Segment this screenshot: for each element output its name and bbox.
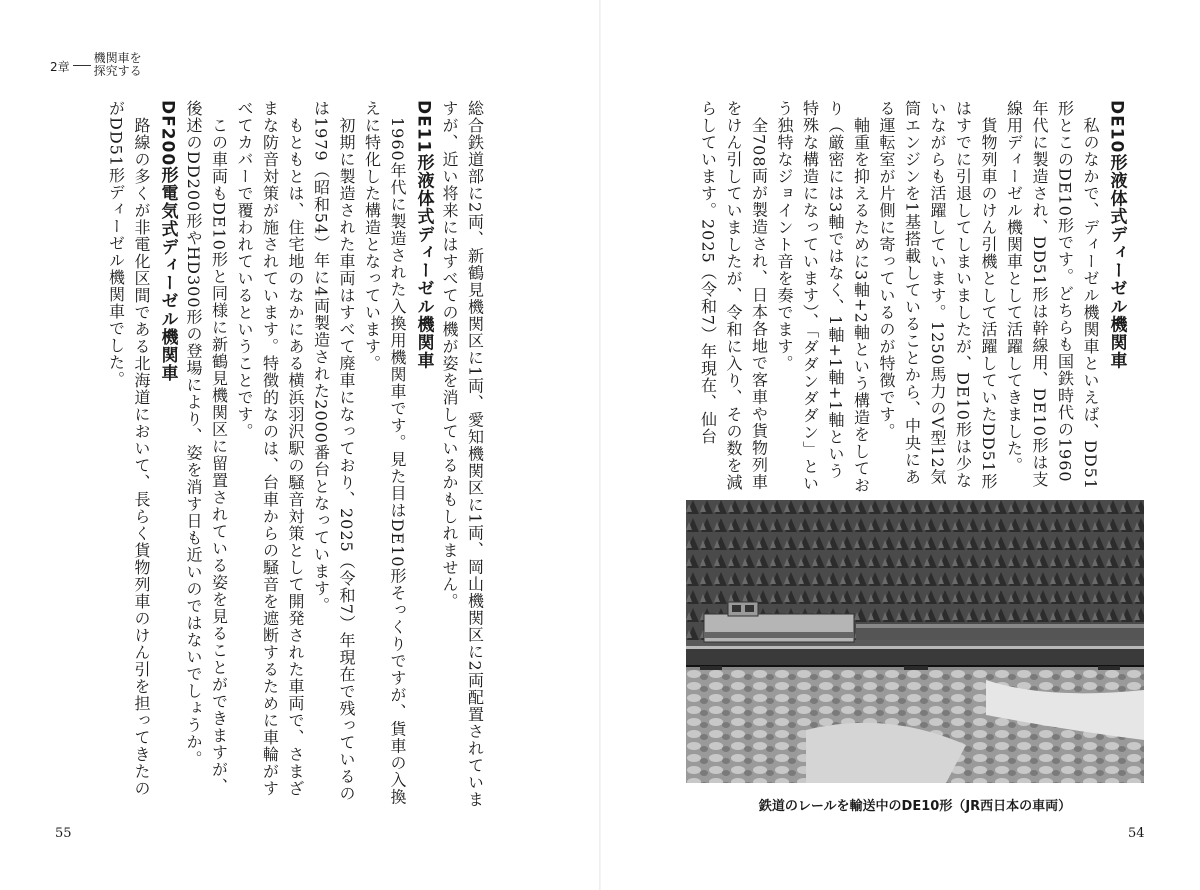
section-heading-df200: DF200形電気式ディーゼル機関車: [157, 100, 178, 383]
photo-caption: 鉄道のレールを輸送中のDE10形（JR西日本の車両）: [758, 799, 1072, 814]
chapter-title-line1: 機関車を: [93, 51, 142, 65]
section-body-de10: 私のなかで、ディーゼル機関車といえば、DD51形とこのDE10形です。どちらも国鉄時代の1960年代に製造され、DD51形は幹線用、DE10形は支線用ディーゼル機関車として活躍してきました。 貨物列車のけん引機として活躍していたDD51形はすでに引退してしまいましたが、DE10形は少ないながらも活躍しています。1250馬力のV型12気筒エンジンを1基搭載していることから、中央にある運転室が片側に寄っているのが特徴です。 軸重を抑えるために3軸+2軸という構造をしており（厳密には3軸ではなく、1軸+1軸+1軸という特殊な構造になっています）、「ダダンダダン」という独特なジョイント音を奏でます。 全708両が製造され、日本各地で客車や貨物列車をけん引していましたが、令和に入り、その数を減らしています。2025（令和7）年現在、仙台: [698, 100, 1100, 494]
section-heading-de10: DE10形液体式ディーゼル機関車: [1106, 100, 1127, 370]
chapter-title: [94, 52, 142, 78]
section-body-de11: 1960年代に製造された入換用機関車です。見た目はDE10形そっくりですが、貨車の入換えに特化した構造となっています。 初期に製造された車両はすべて廃車になっており、2025（令和7）年現在で残っているのは1979（昭和54）年に4両製造された2000番台となっています。 もともとは、住宅地のなかにある横浜羽沢駅の騒音対策として開発された車両で、さまざまな防音対策が施されています。特徴的なのは、台車からの騒音を遮断するために車輪がすべてカバーで覆われているということです。 この車両もDE10形と同様に新鶴見機関区に留置されている姿を見ることができますが、後述のDD200形やHD300形の登場により、姿を消す日も近いのではないでしょうか。: [184, 100, 407, 806]
right-page-text: [635, 100, 1155, 495]
locomotive-photo: [686, 500, 1144, 783]
chapter-title-line2: 探究する: [93, 64, 142, 78]
page-fold: [599, 0, 601, 890]
photo-illustration: [686, 500, 1144, 783]
section-heading-de11: DE11形液体式ディーゼル機関車: [413, 100, 434, 370]
chapter-dash: [73, 65, 91, 66]
chapter-number: 2章: [50, 60, 70, 74]
left-page-text: [48, 100, 513, 810]
page-number-right: 54: [1128, 826, 1145, 841]
section-intro-continued: 総合鉄道部に2両、新鶴見機関区に1両、愛知機関区に1両、岡山機関区に2両配置されていますが、近い将来にはすべての機が姿を消しているかもしれません。: [440, 100, 485, 808]
section-body-df200: 路線の多くが非電化区間である北海道において、長らく貨物列車のけん引を担ってきたのがDD51形ディーゼル機関車でした。: [106, 100, 151, 797]
page-number-left: 55: [55, 826, 72, 841]
chapter-header: [50, 52, 142, 78]
